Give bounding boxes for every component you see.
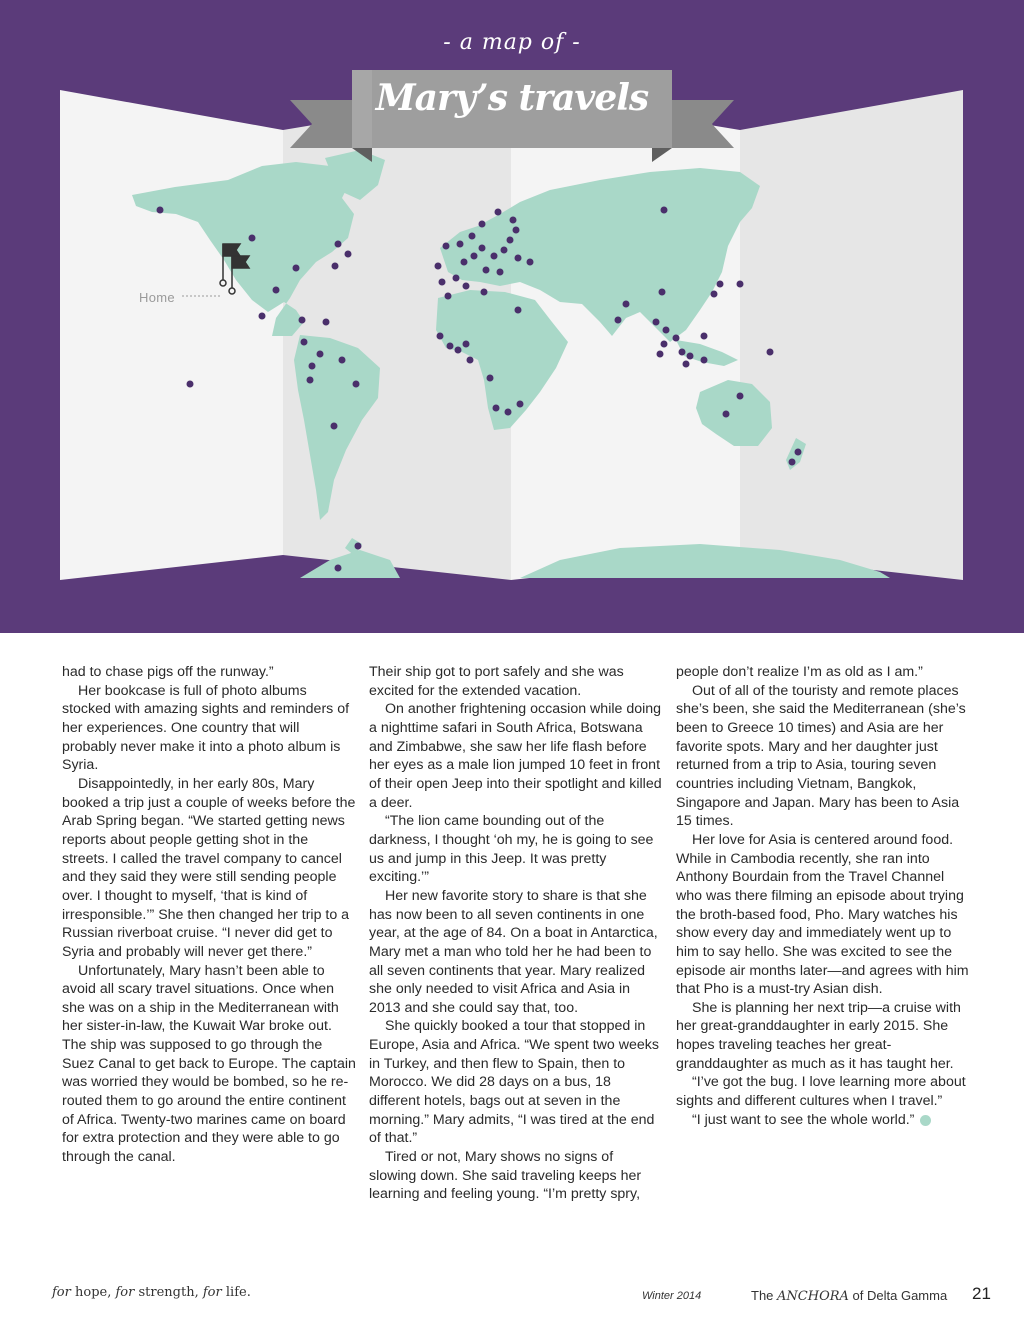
paragraph: Tired or not, Mary shows no signs of slowing down. She said traveling keeps her learning and feeling young. “I’m pretty spry, [369, 1149, 642, 1203]
travel-marker [687, 353, 694, 360]
travel-marker [457, 241, 464, 248]
motto-word: strength, [138, 1285, 199, 1300]
map-kicker: - a map of - [443, 30, 581, 55]
travel-marker [331, 423, 338, 430]
travel-marker [353, 381, 360, 388]
travel-marker [463, 283, 470, 290]
travel-marker [491, 253, 498, 260]
travel-marker [447, 343, 454, 350]
travel-marker [293, 265, 300, 272]
travel-marker [513, 227, 520, 234]
travel-marker [657, 351, 664, 358]
travel-marker [309, 363, 316, 370]
travel-marker [701, 357, 708, 364]
motto-word: hope, [75, 1285, 112, 1300]
paragraph: Her new favorite story to share is that she has now been to all seven continents in one year, at the age of 84. On a boat in Antarctica, Mary met a man who told her he had been to all seven continents that year. Mary realized she only needed to visit Africa and Asia in 2013 and she could say that, too. [369, 887, 658, 1016]
travel-marker [339, 357, 346, 364]
motto-word: for [115, 1285, 135, 1300]
travel-marker [332, 263, 339, 270]
travel-marker [737, 281, 744, 288]
travel-marker [515, 307, 522, 314]
travel-marker [615, 317, 622, 324]
travel-marker [335, 565, 342, 572]
travel-marker [443, 243, 450, 250]
travel-marker [273, 287, 280, 294]
travel-marker [517, 401, 524, 408]
travel-marker [483, 267, 490, 274]
travel-marker [507, 237, 514, 244]
travel-marker [623, 301, 630, 308]
paragraph: Her love for Asia is centered around food. While in Cambodia recently, she ran into Anthony Bourdain from the Travel Channel who was there filming an episode about trying the broth-based food, Pho. Mary watches his show every day and immediately went up to him to say hello. She was excited to see the episode air months later—and agrees with him that Pho is a must-try Asian dish. [676, 831, 969, 998]
paragraph [676, 1111, 970, 1130]
travel-marker [437, 333, 444, 340]
travel-marker [479, 221, 486, 228]
footer-publication [751, 1288, 947, 1304]
travel-marker [345, 251, 352, 258]
travel-marker [471, 253, 478, 260]
motto-word: for [52, 1285, 71, 1300]
paragraph: On another frightening occasion while doing a nighttime safari in South Africa, Botswana and Zimbabwe, she saw her life flash before her eyes as a male lion jumped 10 feet in front of their open Jeep into their spotlight and killed a deer. [369, 701, 662, 811]
travel-marker [307, 377, 314, 384]
paragraph: people don’t realize I’m as old as I am.” [676, 664, 923, 680]
paragraph: Out of all of the touristy and remote places she’s been, she said the Mediterranean (she’s been to Greece 10 times) and Asia are her favorite spots. Mary and her daughter just returned from a trip to Asia, touring seven countries including Vietnam, Bangkok, Singapore and Japan. Mary has been to Asia 15 times. [676, 682, 966, 830]
travel-marker [453, 275, 460, 282]
paragraph: She is planning her next trip—a cruise with her great-granddaughter in early 2015. She hopes traveling teaches her great-granddaughter as much as it has taught her. [676, 999, 961, 1072]
travel-marker [723, 411, 730, 418]
travel-marker [355, 543, 362, 550]
travel-marker [467, 357, 474, 364]
travel-marker [323, 319, 330, 326]
travel-marker [299, 317, 306, 324]
travel-marker [679, 349, 686, 356]
publication-prefix: The [751, 1288, 774, 1303]
travel-marker [789, 459, 796, 466]
paragraph: Disappointedly, in her early 80s, Mary booked a trip just a couple of weeks before the Arab Spring began. “We started getting news reports about people getting shot in the streets. I called the travel company to cancel and they said they were still sending people over. I thought to myself, ‘that is kind of irresponsible.’” She then changed her trip to a Russian riverboat cruise. “I never did get to Syria and probably will never get there.” [62, 775, 356, 960]
travel-marker [157, 207, 164, 214]
paragraph: Her bookcase is full of photo albums stocked with amazing sights and reminders of her experiences. One country that will probably never make it into a photo album is Syria. [62, 682, 350, 774]
travel-marker [463, 341, 470, 348]
closing-quote: “I just want to see the whole world.” [692, 1111, 915, 1128]
travel-marker [717, 281, 724, 288]
travel-marker [767, 349, 774, 356]
travel-marker [469, 233, 476, 240]
travel-marker [461, 259, 468, 266]
end-mark-icon [920, 1115, 931, 1126]
travel-marker [487, 375, 494, 382]
paragraph: She quickly booked a tour that stopped in Europe, Asia and Africa. “We spent two weeks in Turkey, and then flew to Spain, then to Morocco. We did 28 days on a bus, 18 different hotels, bags out at seven in the morning.” Mary admits, “I was tired at the end of that.” [369, 1018, 659, 1147]
travel-marker [435, 263, 442, 270]
paragraph: “The lion came bounding out of the darkness, I thought ‘oh my, he is going to see us and jump in this Jeep. It was pretty exciting.’” [369, 813, 654, 886]
travel-marker [317, 351, 324, 358]
travel-marker [663, 327, 670, 334]
travel-marker [455, 347, 462, 354]
travel-marker [249, 235, 256, 242]
travel-marker [661, 207, 668, 214]
travel-marker [301, 339, 308, 346]
travel-marker [701, 333, 708, 340]
paragraph: Their ship got to port safely and she was excited for the extended vacation. [369, 664, 624, 699]
paragraph: had to chase pigs off the runway.” [62, 664, 274, 680]
footer-motto [52, 1285, 251, 1300]
motto-word: life. [225, 1285, 251, 1300]
travel-marker [439, 279, 446, 286]
motto-word: for [202, 1285, 222, 1300]
travel-marker [711, 291, 718, 298]
travel-marker [445, 293, 452, 300]
travel-marker [737, 393, 744, 400]
travel-marker [481, 289, 488, 296]
magazine-name: ANCHORA [777, 1289, 849, 1304]
travel-marker [515, 255, 522, 262]
travel-marker [493, 405, 500, 412]
hero-map-section [0, 0, 1024, 633]
travel-marker [259, 313, 266, 320]
travel-marker [673, 335, 680, 342]
travel-marker [505, 409, 512, 416]
travel-marker [335, 241, 342, 248]
footer-season: Winter 2014 [642, 1290, 702, 1302]
page-number: 21 [972, 1284, 991, 1303]
travel-marker [683, 361, 690, 368]
travel-marker [795, 449, 802, 456]
map-title: Mary’s travels [375, 77, 649, 119]
travel-marker [659, 289, 666, 296]
travel-marker [527, 259, 534, 266]
publication-suffix: of Delta Gamma [852, 1288, 948, 1303]
paragraph: “I’ve got the bug. I love learning more about sights and different cultures when I travel.” [676, 1074, 966, 1110]
paragraph: Unfortunately, Mary hasn’t been able to avoid all scary travel situations. Once when she was on a ship in the Mediterranean with her sister-in-law, the Kuwait War broke out. The ship was supposed to go through the Suez Canal to get back to Europe. The captain was worried they would be bombed, so he re-routed them to go around the entire continent of Africa. Twenty-two marines came on board for extra protection and they were able to go through the canal. [62, 962, 356, 1166]
home-label: Home [139, 290, 175, 305]
travel-marker [479, 245, 486, 252]
travel-marker [187, 381, 194, 388]
travel-marker [653, 319, 660, 326]
travel-marker [661, 341, 668, 348]
travel-marker [501, 247, 508, 254]
article-column-2 [369, 663, 663, 1204]
article-column-3 [676, 663, 970, 1129]
travel-marker [497, 269, 504, 276]
travel-marker [510, 217, 517, 224]
article-column-1 [62, 663, 356, 1167]
travel-marker [495, 209, 502, 216]
